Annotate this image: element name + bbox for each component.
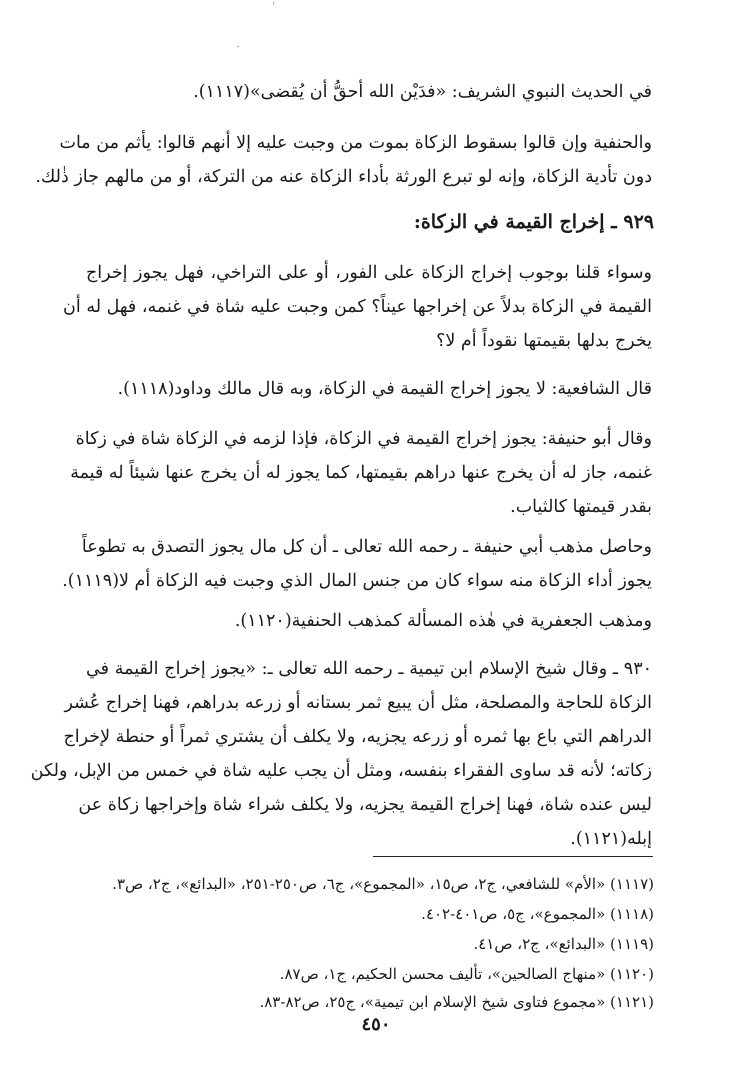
- paragraph-2: [35, 126, 652, 194]
- text-line: الدراهم التي باع بها ثمره أو زرعه يجزيه، ولا يكلف أن يشتري ثمراً أو حنطة لإخراج: [63, 727, 652, 747]
- text-line: دون تأدية الزكاة، وإنه لو تبرع الورثة بأداء الزكاة عنه من التركة، أو من مالهم جاز ذٰلك.: [35, 167, 652, 187]
- text-line: إبله(١١٢١).: [570, 829, 652, 849]
- paragraph-6: [62, 530, 652, 598]
- paragraph-5: [70, 422, 652, 524]
- text-line: الزكاة للحاجة والمصلحة، مثل أن يبيع ثمر بستانه أو زرعه بدراهم، فهنا إخراج عُشر: [64, 693, 652, 713]
- footnote-1118: (١١١٨) «المجموع»، ج٥، ص٤٠١-٤٠٢.: [421, 905, 654, 923]
- text-line: وقال أبو حنيفة: يجوز إخراج القيمة في الزكاة، فإذا لزمه في الزكاة شاة في زكاة: [75, 429, 652, 449]
- text-line: في الحديث النبوي الشريف: «فدَيْن الله أحقُّ أن يُقضى»(١١١٧).: [193, 82, 652, 102]
- text-line: والحنفية وإن قالوا بسقوط الزكاة بموت من وجبت عليه إلا أنهم قالوا: يأثم من مات: [59, 133, 652, 153]
- dot-mark: ·: [236, 40, 240, 54]
- text-line: قال الشافعية: لا يجوز إخراج القيمة في الزكاة، وبه قال مالك وداود(١١١٨).: [117, 379, 652, 399]
- text-line: وحاصل مذهب أبي حنيفة ـ رحمه الله تعالى ـ أن كل مال يجوز التصدق به تطوعاً: [81, 537, 652, 557]
- text-line: يخرج بدلها بقيمتها نقوداً أم لا؟: [436, 331, 652, 351]
- text-line: ومذهب الجعفرية في هٰذه المسألة كمذهب الحنفية(١١٢٠).: [234, 611, 652, 631]
- footnote-1121: (١١٢١) «مجموع فتاوى شيخ الإسلام ابن تيمية»، ج٢٥، ص٨٢-٨٣.: [259, 993, 654, 1011]
- text-line: القيمة في الزكاة بدلاً عن إخراجها عيناً؟ كمن وجبت عليه شاة في غنمه، فهل له أن: [63, 297, 652, 317]
- text-line: وسواء قلنا بوجوب إخراج الزكاة على الفور، أو على التراخي، فهل يجوز إخراج: [86, 263, 652, 283]
- text-line: زكاته؛ لأنه قد ساوى الفقراء بنفسه، ومثل أن يجب عليه شاة في خمس من الإبل، ولكن: [30, 761, 652, 781]
- text-line: غنمه، جاز له أن يخرج عنها دراهم بقيمتها، كما يجوز له أن يخرج عنها شيئاً له قيمة: [70, 463, 652, 483]
- text-line: بقدر قيمتها كالثياب.: [510, 497, 652, 517]
- top-tick-mark: ˈ: [272, 0, 276, 14]
- paragraph-7: [86, 604, 652, 638]
- page-number: ٤٥٠: [361, 1014, 391, 1035]
- text-line: ٩٣٠ ـ وقال شيخ الإسلام ابن تيمية ـ رحمه الله تعالى ـ: «يجوز إخراج القيمة في: [86, 659, 652, 679]
- footnote-1120: (١١٢٠) «منهاج الصالحين»، تأليف محسن الحكيم، ج١، ص٨٧.: [279, 965, 654, 983]
- text-line: ليس عنده شاة، فهنا إخراج القيمة يجزيه، ولا يكلف شراء شاة وإخراجها زكاة عن: [78, 795, 652, 815]
- footnote-separator: [373, 856, 653, 857]
- paragraph-3: [63, 256, 652, 358]
- section-heading-929: ٩٢٩ ـ إخراج القيمة في الزكاة:: [413, 211, 654, 233]
- paragraph-8: [30, 652, 652, 856]
- footnote-1117: (١١١٧) «الأم» للشافعي، ج٢، ص١٥، «المجموع»، ج٦، ص٢٥٠-٢٥١، «البدائع»، ج٢، ص٣.: [112, 875, 654, 893]
- paragraph-4: [86, 372, 652, 406]
- footnote-1119: (١١١٩) «البدائع»، ج٢، ص٤١.: [473, 935, 654, 953]
- text-line: يجوز أداء الزكاة منه سواء كان من جنس المال الذي وجبت فيه الزكاة أم لا(١١١٩).: [62, 571, 652, 591]
- paragraph-1: [86, 75, 652, 109]
